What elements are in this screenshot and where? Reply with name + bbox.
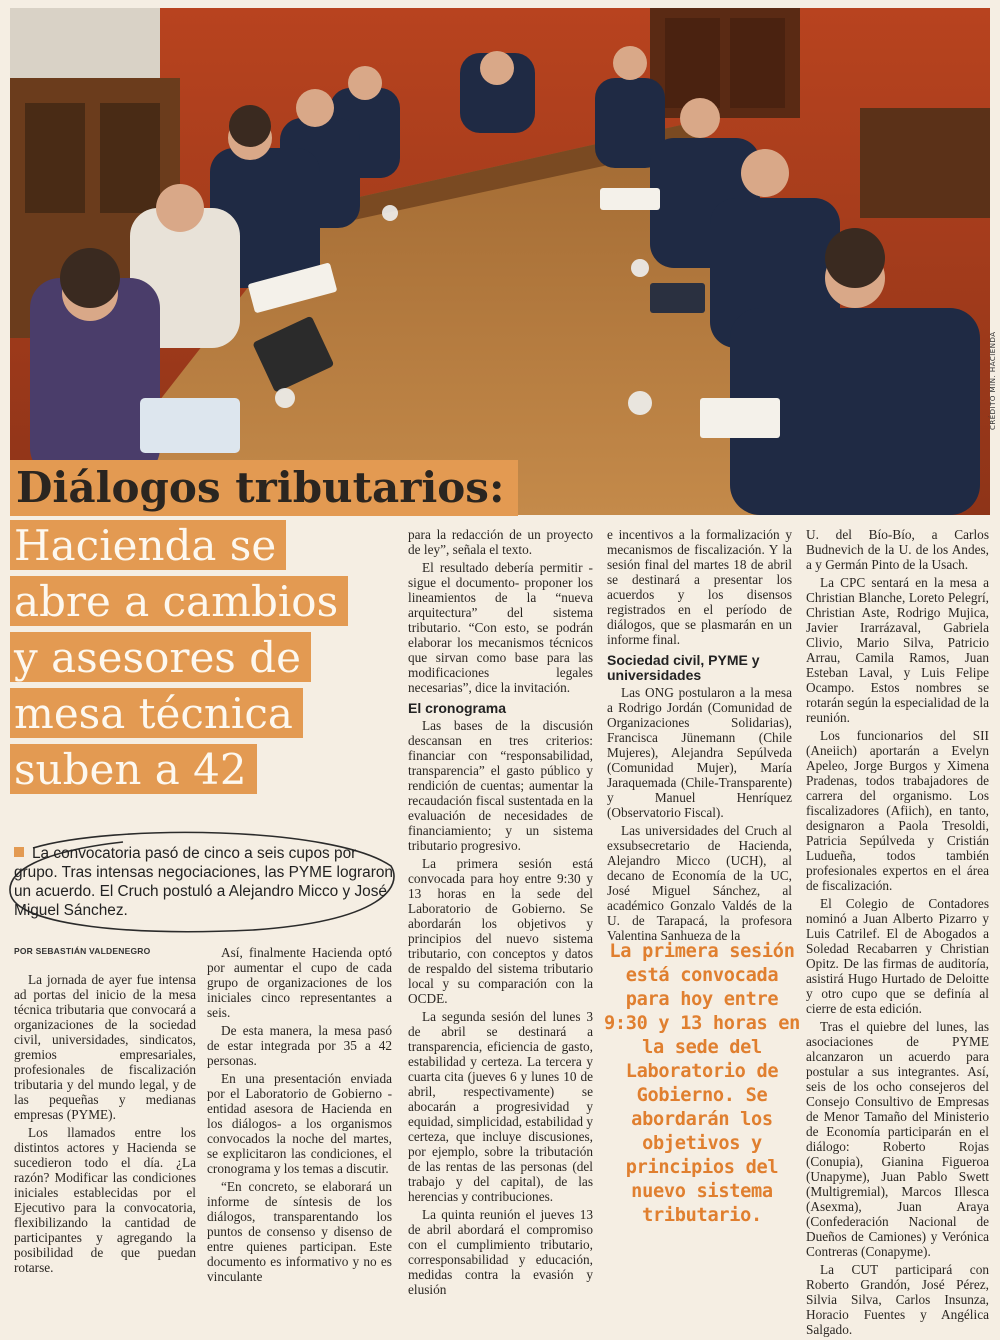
lead-text: La convocatoria pasó de cinco a seis cupos por grupo. Tras intensas negociaciones, las PYME lograron un acuerdo. El Cruch postuló a Alejandro Micco y José Miguel Sánchez. xyxy=(14,845,393,919)
column-1 xyxy=(14,972,196,1278)
paragraph: “En concreto, se elaborará un informe de síntesis de los diálogos, transparentando los puntos de consenso y disenso de entre quienes participan. Este documento es informativo y no es vinculante xyxy=(207,1179,392,1284)
headline-line-2: abre a cambios xyxy=(10,576,348,626)
paragraph: La CUT participará con Roberto Grandón, José Pérez, Silvia Silva, Carlos Insunza, Horacio Fuentes y Angélica Salgado. xyxy=(806,1262,989,1337)
lead-paragraph xyxy=(14,844,396,920)
headline-line-1: Hacienda se xyxy=(10,520,286,570)
headline-kicker: Diálogos tributarios: xyxy=(10,460,518,516)
bullet-square-icon xyxy=(14,847,24,857)
paragraph: para la redacción de un proyecto de ley”, señala el texto. xyxy=(408,527,593,557)
headline-line-4: mesa técnica xyxy=(10,688,303,738)
column-4 xyxy=(607,527,792,946)
paragraph: Así, finalmente Hacienda optó por aumentar el cupo de cada grupo de organizaciones de los iniciales cinco representantes a seis. xyxy=(207,945,392,1020)
paragraph: U. del Bío-Bío, a Carlos Budnevich de la U. de los Andes, a y Germán Pinto de la Usach. xyxy=(806,527,989,572)
paragraph: e incentivos a la formalización y mecanismos de fiscalización. Y la sesión final del martes 18 de abril se destinará a presentar los acuerdos y los disensos registrados en el período de diálogos, que se plasmarán en un informe final. xyxy=(607,527,792,647)
paragraph: La CPC sentará en la mesa a Christian Blanche, Loreto Pelegrí, Christian Aste, Rodrigo Mujica, Javier Irarrázaval, Gabriela Clivio, Mario Silva, Patricio Arrau, Camila Ramos, Juan Esteban Laval, y Luis Felipe Ocampo. Estos nombres se rotarán según la especialidad de la reunión. xyxy=(806,575,989,725)
paragraph: Las bases de la discusión descansan en tres criterios: financiar con “responsabilidad, transparencia” el gasto público y rendición de cuentas; aumentar la recaudación fiscal sustentada en la evaluación de necesidades de financiamiento; y un sistema tributario progresivo. xyxy=(408,718,593,853)
paragraph: De esta manera, la mesa pasó de estar integrada por 35 a 42 personas. xyxy=(207,1023,392,1068)
column-3 xyxy=(408,527,593,1300)
photo-credit: CRÉDITO MIN. HACIENDA xyxy=(989,331,997,430)
meeting-photo xyxy=(10,8,990,515)
paragraph: En una presentación enviada por el Laboratorio de Gobierno -entidad asesora de Hacienda en los diálogos- a los organismos convocados la noche del martes, se explicitaron las condiciones, el cronograma y los temas a discutir. xyxy=(207,1071,392,1176)
paragraph: La jornada de ayer fue intensa ad portas del inicio de la mesa técnica tributaria que convocará a organizaciones de la sociedad civil, universidades, sindicatos, gremios empresariales, profesionales de fiscalización tributaria y del mundo legal, y de las pequeñas y medianas empresas (PYME). xyxy=(14,972,196,1122)
paragraph: La segunda sesión del lunes 3 de abril se destinará a transparencia, eficiencia de gasto, estabilidad y certeza. La tercera y cuarta cita (jueves 6 y lunes 10 de abril, respectivamente) se abocarán a progresividad y equidad, simplicidad, estabilidad y certeza, que incluye discusiones, por ejemplo, sobre la tributación de las rentas de las personas (del trabajo y del capital), de las herencias y contribuciones. xyxy=(408,1009,594,1204)
paragraph: La quinta reunión el jueves 13 de abril abordará el compromiso con el cumplimiento tributario, corresponsabilidad y educación, medidas contra la evasión y elusión xyxy=(408,1207,593,1297)
headline-line-3: y asesores de xyxy=(10,632,311,682)
paragraph: Las ONG postularon a la mesa a Rodrigo Jordán (Comunidad de Organizaciones Solidarias), Francisca Jünemann (Chile Mujeres), Alejandra Sepúlveda (Comunidad Mujer), María Jaraquemada (Chile-Transparente) y Manuel Henríquez (Observatorio Fiscal). xyxy=(607,685,792,820)
paragraph: Tras el quiebre del lunes, las asociaciones de PYME alcanzaron un acuerdo para postular a sus integrantes. Así, seis de los ocho consejeros del Consejo Consultivo de Empresas de Menor Tamaño del Ministerio de Economía participarán en el diálogo: Roberto Rojas (Conupia), Gianina Figueroa (Unapyme), Juan Pablo Swett (Multigremial), Marcos Illesca (Asexma), Juan Araya (Confederación Nacional de Dueños de Camiones) y Verónica Contreras (Conapyme). xyxy=(806,1019,989,1259)
paragraph: Las universidades del Cruch al exsubsecretario de Hacienda, Alejandro Micco (UCH), al decano de Economía de la UC, José Miguel Sánchez, al académico Gonzalo Valdés de la U. de Tarapacá, la profesora Valentina Sanhueza de la xyxy=(607,823,792,943)
paragraph: Los funcionarios del SII (Aneiich) aportarán a Evelyn Apeleo, Jorge Burgos y Ximena Pradenas, todos trabajadores de carrera del organismo. Los fiscalizadores (Afiich), en tanto, designaron a Paola Tresoldi, Patricia Sepúlveda y Cristián Ludueña, todos también profesionales expertos en el área de fiscalización. xyxy=(806,728,989,893)
column-2 xyxy=(207,945,392,1287)
paragraph: La primera sesión está convocada para hoy entre 9:30 y 13 horas en la sede del Laboratorio de Gobierno. Se abordarán los objetivos y principios del nuevo sistema tributario, con conceptos y datos de respaldo del sistema tributario local y su comparación con la OCDE. xyxy=(408,856,593,1006)
byline: POR SEBASTIÁN VALDENEGRO xyxy=(14,946,151,956)
subheading-cronograma: El cronograma xyxy=(408,700,507,716)
column-5 xyxy=(806,527,989,1340)
paragraph: El resultado debería permitir -sigue el documento- proponer los lineamientos de la “nueva arquitectura” del sistema tributario. “Con esto, se podrán elaborar los mecanismos técnicos que sirvan como base para las modificaciones legales necesarias”, dice la invitación. xyxy=(408,560,593,695)
subheading-sociedad-civil: Sociedad civil, PYME y universidades xyxy=(607,652,760,683)
pull-quote: La primera sesión está convocada para hoy entre 9:30 y 13 horas en la sede del Laboratorio de Gobierno. Se abordarán los objetivos y principios del nuevo sistema tributario. xyxy=(603,941,801,1226)
paragraph: El Colegio de Contadores nominó a Juan Alberto Pizarro y Luis Catrilef. El de Abogados a Soledad Recabarren y Christian Opitz. De las firmas de auditoría, asistirá Hugo Hurtado de Deloitte y otro cupo que se definía al cierre de esta edición. xyxy=(806,896,989,1016)
headline-line-5: suben a 42 xyxy=(10,744,257,794)
paragraph: Los llamados entre los distintos actores y Hacienda se sucedieron todo el día. ¿La razón? Modificar las condiciones iniciales establecidas por el Ejecutivo para la convocatoria, flexibilizando la cantidad de participantes y agregando la posibilidad de que puedan rotarse. xyxy=(14,1125,196,1275)
